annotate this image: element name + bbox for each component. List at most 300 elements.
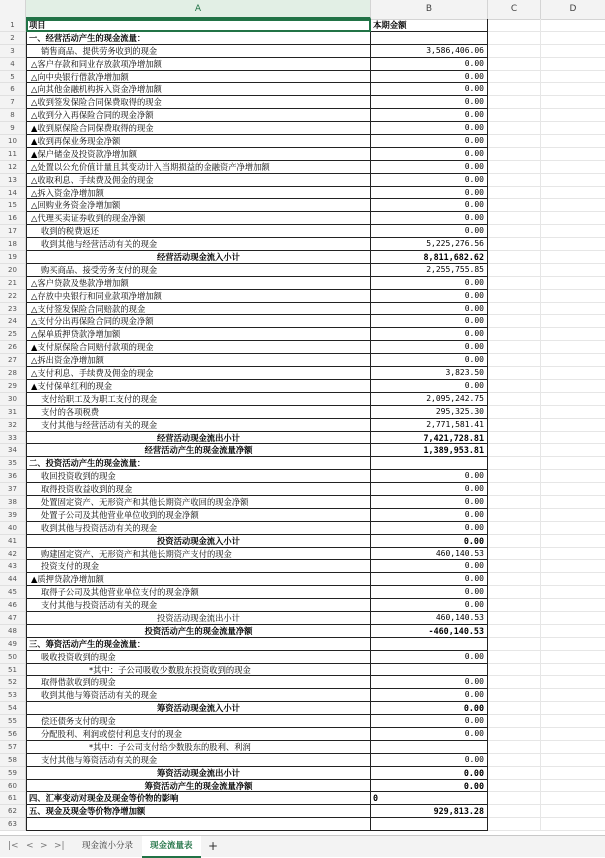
cell-d[interactable]	[541, 728, 605, 741]
cell-c[interactable]	[488, 651, 541, 664]
cell-d[interactable]	[541, 303, 605, 316]
cell-d[interactable]	[541, 625, 605, 638]
row-number[interactable]: 61	[0, 792, 26, 805]
cell-a[interactable]: 筹资活动产生的现金流量净额	[26, 780, 371, 793]
cell-c[interactable]	[488, 689, 541, 702]
cell-a[interactable]: 二、投资活动产生的现金流量：	[26, 457, 371, 470]
cell-a[interactable]: 偿还债务支付的现金	[26, 715, 371, 728]
cell-a[interactable]: 经营活动产生的现金流量净额	[26, 444, 371, 457]
cell-b[interactable]: 0.00	[371, 780, 488, 793]
cell-c[interactable]	[488, 122, 541, 135]
cell-d[interactable]	[541, 496, 605, 509]
cell-b[interactable]: 0.00	[371, 122, 488, 135]
cell-b[interactable]: 0.00	[371, 651, 488, 664]
last-sheet-button[interactable]: >|	[54, 841, 65, 851]
cell-c[interactable]	[488, 818, 541, 831]
row-number[interactable]: 29	[0, 380, 26, 393]
cell-d[interactable]	[541, 341, 605, 354]
cell-c[interactable]	[488, 290, 541, 303]
row-number[interactable]: 24	[0, 315, 26, 328]
cell-a[interactable]: △支付签发保险合同赔款的现金	[26, 303, 371, 316]
row-number[interactable]: 4	[0, 58, 26, 71]
cell-c[interactable]	[488, 715, 541, 728]
row-number[interactable]: 33	[0, 432, 26, 445]
cell-c[interactable]	[488, 560, 541, 573]
cell-d[interactable]	[541, 367, 605, 380]
cell-a[interactable]: 支付其他与经营活动有关的现金	[26, 419, 371, 432]
cell-a[interactable]: △支付利息、手续费及佣金的现金	[26, 367, 371, 380]
cell-c[interactable]	[488, 741, 541, 754]
cell-a[interactable]: 收到其他与筹资活动有关的现金	[26, 689, 371, 702]
column-header-b[interactable]: B	[371, 0, 488, 19]
cell-b[interactable]: 0.00	[371, 483, 488, 496]
cell-b[interactable]	[371, 818, 488, 831]
cell-b[interactable]: 5,225,276.56	[371, 238, 488, 251]
cell-c[interactable]	[488, 277, 541, 290]
cell-c[interactable]	[488, 457, 541, 470]
cell-a[interactable]: 取得子公司及其他营业单位支付的现金净额	[26, 586, 371, 599]
cell-b[interactable]: 0.00	[371, 341, 488, 354]
cell-c[interactable]	[488, 599, 541, 612]
cell-d[interactable]	[541, 535, 605, 548]
cell-d[interactable]	[541, 122, 605, 135]
cell-a[interactable]: 支付其他与投资活动有关的现金	[26, 599, 371, 612]
cell-a[interactable]: △收到分入再保险合同的现金净额	[26, 109, 371, 122]
cell-a[interactable]: 销售商品、提供劳务收到的现金	[26, 45, 371, 58]
cell-c[interactable]	[488, 676, 541, 689]
cell-a[interactable]: 分配股利、利润或偿付利息支付的现金	[26, 728, 371, 741]
row-number[interactable]: 38	[0, 496, 26, 509]
cell-c[interactable]	[488, 225, 541, 238]
cell-b[interactable]: 3,823.50	[371, 367, 488, 380]
row-number[interactable]: 15	[0, 199, 26, 212]
column-header-c[interactable]: C	[488, 0, 541, 19]
cell-b[interactable]: 0.00	[371, 767, 488, 780]
cell-b[interactable]: 0	[371, 792, 488, 805]
cell-b[interactable]: 0.00	[371, 135, 488, 148]
cell-d[interactable]	[541, 277, 605, 290]
cell-b[interactable]: 0.00	[371, 586, 488, 599]
row-number[interactable]: 22	[0, 290, 26, 303]
row-number[interactable]: 25	[0, 328, 26, 341]
row-number[interactable]: 18	[0, 238, 26, 251]
cell-d[interactable]	[541, 444, 605, 457]
cell-b[interactable]: 8,811,682.62	[371, 251, 488, 264]
cell-c[interactable]	[488, 212, 541, 225]
cell-b[interactable]: 0.00	[371, 174, 488, 187]
cell-d[interactable]	[541, 638, 605, 651]
cell-b[interactable]	[371, 638, 488, 651]
cell-b[interactable]: 0.00	[371, 354, 488, 367]
cell-d[interactable]	[541, 161, 605, 174]
row-number[interactable]: 1	[0, 19, 26, 32]
cell-a[interactable]: 经营活动现金流出小计	[26, 432, 371, 445]
cell-d[interactable]	[541, 522, 605, 535]
cell-d[interactable]	[541, 741, 605, 754]
cell-a[interactable]: 处置固定资产、无形资产和其他长期资产收回的现金净额	[26, 496, 371, 509]
cell-d[interactable]	[541, 792, 605, 805]
cell-b[interactable]: 0.00	[371, 58, 488, 71]
cell-d[interactable]	[541, 419, 605, 432]
cell-a[interactable]: 收到其他与经营活动有关的现金	[26, 238, 371, 251]
cell-d[interactable]	[541, 83, 605, 96]
row-number[interactable]: 26	[0, 341, 26, 354]
cell-a[interactable]: ▲质押贷款净增加额	[26, 573, 371, 586]
cell-a[interactable]: △存放中央银行和同业款项净增加额	[26, 290, 371, 303]
cell-a[interactable]: 收到的税费返还	[26, 225, 371, 238]
cell-c[interactable]	[488, 522, 541, 535]
cell-b[interactable]: -460,140.53	[371, 625, 488, 638]
cell-d[interactable]	[541, 45, 605, 58]
cell-b[interactable]: 1,389,953.81	[371, 444, 488, 457]
cell-c[interactable]	[488, 303, 541, 316]
cell-a[interactable]: 购买商品、接受劳务支付的现金	[26, 264, 371, 277]
cell-c[interactable]	[488, 354, 541, 367]
row-number[interactable]: 31	[0, 406, 26, 419]
row-number[interactable]: 7	[0, 96, 26, 109]
row-number[interactable]: 20	[0, 264, 26, 277]
cell-d[interactable]	[541, 702, 605, 715]
cell-d[interactable]	[541, 509, 605, 522]
row-number[interactable]: 63	[0, 818, 26, 831]
next-sheet-button[interactable]: >	[40, 841, 48, 851]
cell-b[interactable]: 2,255,755.85	[371, 264, 488, 277]
cell-b[interactable]: 7,421,728.81	[371, 432, 488, 445]
cell-d[interactable]	[541, 457, 605, 470]
cell-c[interactable]	[488, 432, 541, 445]
cell-d[interactable]	[541, 599, 605, 612]
cell-a[interactable]: 投资活动产生的现金流量净额	[26, 625, 371, 638]
cell-a[interactable]: 收回投资收到的现金	[26, 470, 371, 483]
cell-b[interactable]: 0.00	[371, 496, 488, 509]
cell-d[interactable]	[541, 174, 605, 187]
cell-c[interactable]	[488, 767, 541, 780]
cell-b[interactable]: 2,095,242.75	[371, 393, 488, 406]
row-number[interactable]: 53	[0, 689, 26, 702]
add-sheet-button[interactable]: +	[208, 839, 219, 853]
row-number[interactable]: 3	[0, 45, 26, 58]
cell-b[interactable]: 0.00	[371, 303, 488, 316]
cell-d[interactable]	[541, 470, 605, 483]
cell-d[interactable]	[541, 199, 605, 212]
row-number[interactable]: 47	[0, 612, 26, 625]
row-number[interactable]: 52	[0, 676, 26, 689]
cell-d[interactable]	[541, 225, 605, 238]
cell-a[interactable]: 三、筹资活动产生的现金流量：	[26, 638, 371, 651]
cell-d[interactable]	[541, 483, 605, 496]
row-number[interactable]: 37	[0, 483, 26, 496]
cell-a[interactable]: △收取利息、手续费及佣金的现金	[26, 174, 371, 187]
select-all-corner[interactable]	[0, 0, 26, 19]
cell-b[interactable]: 0.00	[371, 573, 488, 586]
row-number[interactable]: 43	[0, 560, 26, 573]
cell-b[interactable]: 0.00	[371, 212, 488, 225]
cell-b[interactable]: 0.00	[371, 560, 488, 573]
cell-a[interactable]: ▲收到原保险合同保费取得的现金	[26, 122, 371, 135]
row-number[interactable]: 45	[0, 586, 26, 599]
cell-a[interactable]: △支付分出再保险合同的现金净额	[26, 315, 371, 328]
cell-c[interactable]	[488, 251, 541, 264]
cell-b[interactable]: 0.00	[371, 535, 488, 548]
cell-a[interactable]: 一、经营活动产生的现金流量：	[26, 32, 371, 45]
cell-c[interactable]	[488, 174, 541, 187]
cell-a[interactable]: ▲收到再保业务现金净额	[26, 135, 371, 148]
tab-cashflow-statement[interactable]: 现金流量表	[142, 836, 201, 858]
cell-b[interactable]: 0.00	[371, 225, 488, 238]
cell-c[interactable]	[488, 199, 541, 212]
cell-b[interactable]: 0.00	[371, 689, 488, 702]
cell-b[interactable]: 0.00	[371, 315, 488, 328]
cell-c[interactable]	[488, 238, 541, 251]
cell-d[interactable]	[541, 406, 605, 419]
cell-a[interactable]: △处置以公允价值计量且其变动计入当期损益的金融资产净增加额	[26, 161, 371, 174]
row-number[interactable]: 62	[0, 805, 26, 818]
cell-b[interactable]: 0.00	[371, 96, 488, 109]
row-number[interactable]: 50	[0, 651, 26, 664]
cell-b[interactable]: 0.00	[371, 380, 488, 393]
cell-b[interactable]: 0.00	[371, 754, 488, 767]
row-number[interactable]: 32	[0, 419, 26, 432]
cell-c[interactable]	[488, 535, 541, 548]
row-number[interactable]: 49	[0, 638, 26, 651]
cell-a[interactable]: ▲保户储金及投资款净增加额	[26, 148, 371, 161]
row-number[interactable]: 54	[0, 702, 26, 715]
row-number[interactable]: 23	[0, 303, 26, 316]
cell-c[interactable]	[488, 509, 541, 522]
cell-a[interactable]: 支付的各项税费	[26, 406, 371, 419]
cell-b[interactable]: 0.00	[371, 290, 488, 303]
cell-a[interactable]: 购建固定资产、无形资产和其他长期资产支付的现金	[26, 548, 371, 561]
cell-a[interactable]: 收到其他与投资活动有关的现金	[26, 522, 371, 535]
row-number[interactable]: 59	[0, 767, 26, 780]
cell-c[interactable]	[488, 483, 541, 496]
cell-c[interactable]	[488, 625, 541, 638]
cell-b[interactable]: 0.00	[371, 148, 488, 161]
cell-b[interactable]: 0.00	[371, 728, 488, 741]
cell-b[interactable]: 0.00	[371, 522, 488, 535]
row-number[interactable]: 56	[0, 728, 26, 741]
cell-d[interactable]	[541, 767, 605, 780]
cell-d[interactable]	[541, 805, 605, 818]
cell-b[interactable]: 2,771,581.41	[371, 419, 488, 432]
cell-c[interactable]	[488, 315, 541, 328]
cell-d[interactable]	[541, 135, 605, 148]
cell-b[interactable]: 0.00	[371, 71, 488, 84]
cell-c[interactable]	[488, 71, 541, 84]
cell-c[interactable]	[488, 19, 541, 32]
row-number[interactable]: 55	[0, 715, 26, 728]
cell-c[interactable]	[488, 135, 541, 148]
tab-cashflow-entries[interactable]: 现金流小分录	[82, 841, 134, 851]
cell-b[interactable]: 0.00	[371, 199, 488, 212]
row-number[interactable]: 48	[0, 625, 26, 638]
row-number[interactable]: 40	[0, 522, 26, 535]
cell-b[interactable]: 295,325.30	[371, 406, 488, 419]
cell-a[interactable]: 取得投资收益收到的现金	[26, 483, 371, 496]
row-number[interactable]: 8	[0, 109, 26, 122]
cell-b[interactable]: 0.00	[371, 277, 488, 290]
row-number[interactable]: 13	[0, 174, 26, 187]
cell-d[interactable]	[541, 780, 605, 793]
cell-d[interactable]	[541, 573, 605, 586]
cell-a[interactable]	[26, 818, 371, 831]
cell-b[interactable]: 0.00	[371, 470, 488, 483]
cell-c[interactable]	[488, 444, 541, 457]
cell-c[interactable]	[488, 96, 541, 109]
cell-d[interactable]	[541, 96, 605, 109]
row-number[interactable]: 10	[0, 135, 26, 148]
row-number[interactable]: 39	[0, 509, 26, 522]
row-number[interactable]: 17	[0, 225, 26, 238]
cell-a[interactable]: △拆出资金净增加额	[26, 354, 371, 367]
cell-a[interactable]: 投资支付的现金	[26, 560, 371, 573]
row-number[interactable]: 34	[0, 444, 26, 457]
cell-d[interactable]	[541, 432, 605, 445]
row-number[interactable]: 19	[0, 251, 26, 264]
column-header-a[interactable]: A	[26, 0, 371, 19]
row-number[interactable]: 28	[0, 367, 26, 380]
cell-c[interactable]	[488, 341, 541, 354]
prev-sheet-button[interactable]: <	[26, 841, 34, 851]
row-number[interactable]: 44	[0, 573, 26, 586]
cell-c[interactable]	[488, 45, 541, 58]
cell-d[interactable]	[541, 328, 605, 341]
cell-a[interactable]: 取得借款收到的现金	[26, 676, 371, 689]
cell-c[interactable]	[488, 264, 541, 277]
cell-b[interactable]: 929,813.28	[371, 805, 488, 818]
cell-c[interactable]	[488, 548, 541, 561]
cell-c[interactable]	[488, 638, 541, 651]
cell-c[interactable]	[488, 805, 541, 818]
row-number[interactable]: 11	[0, 148, 26, 161]
cell-c[interactable]	[488, 754, 541, 767]
cell-d[interactable]	[541, 71, 605, 84]
cell-d[interactable]	[541, 290, 605, 303]
cell-a[interactable]: △拆入资金净增加额	[26, 187, 371, 200]
cell-c[interactable]	[488, 496, 541, 509]
cell-c[interactable]	[488, 58, 541, 71]
cell-a[interactable]: 吸收投资收到的现金	[26, 651, 371, 664]
cell-d[interactable]	[541, 754, 605, 767]
cell-d[interactable]	[541, 19, 605, 32]
cell-d[interactable]	[541, 148, 605, 161]
row-number[interactable]: 2	[0, 32, 26, 45]
column-header-d[interactable]: D	[569, 4, 577, 14]
cell-b[interactable]: 460,140.53	[371, 612, 488, 625]
cell-d[interactable]	[541, 238, 605, 251]
row-number[interactable]: 12	[0, 161, 26, 174]
cell-c[interactable]	[488, 367, 541, 380]
cell-d[interactable]	[541, 393, 605, 406]
cell-c[interactable]	[488, 728, 541, 741]
cell-a[interactable]: △客户存款和同业存放款项净增加额	[26, 58, 371, 71]
cell-a[interactable]: △客户贷款及垫款净增加额	[26, 277, 371, 290]
cell-c[interactable]	[488, 187, 541, 200]
cell-a[interactable]: 五、现金及现金等价物净增加额	[26, 805, 371, 818]
cell-a[interactable]: △收到签发保险合同保费取得的现金	[26, 96, 371, 109]
cell-b[interactable]: 3,586,406.06	[371, 45, 488, 58]
cell-d[interactable]	[541, 651, 605, 664]
cell-b[interactable]: 0.00	[371, 83, 488, 96]
cell-c[interactable]	[488, 109, 541, 122]
cell-d[interactable]	[541, 251, 605, 264]
cell-a[interactable]: △保单质押贷款净增加额	[26, 328, 371, 341]
row-number[interactable]: 6	[0, 83, 26, 96]
cell-d[interactable]	[541, 109, 605, 122]
row-number[interactable]: 14	[0, 187, 26, 200]
cell-b[interactable]	[371, 664, 488, 677]
row-number[interactable]: 58	[0, 754, 26, 767]
cell-a[interactable]: ▲支付原保险合同赔付款项的现金	[26, 341, 371, 354]
cell-a[interactable]: 筹资活动现金流出小计	[26, 767, 371, 780]
cell-b[interactable]: 0.00	[371, 509, 488, 522]
cell-b[interactable]: 460,140.53	[371, 548, 488, 561]
row-number[interactable]: 5	[0, 71, 26, 84]
cell-a[interactable]: ▲支付保单红利的现金	[26, 380, 371, 393]
cell-b[interactable]: 0.00	[371, 715, 488, 728]
cell-c[interactable]	[488, 780, 541, 793]
cell-a[interactable]: 处置子公司及其他营业单位收到的现金净额	[26, 509, 371, 522]
cell-a[interactable]: 投资活动现金流入小计	[26, 535, 371, 548]
cell-d[interactable]	[541, 58, 605, 71]
cell-c[interactable]	[488, 664, 541, 677]
row-number[interactable]: 36	[0, 470, 26, 483]
cell-a[interactable]: △回购业务资金净增加额	[26, 199, 371, 212]
cell-c[interactable]	[488, 419, 541, 432]
cell-b[interactable]: 0.00	[371, 109, 488, 122]
cell-b[interactable]: 0.00	[371, 599, 488, 612]
cell-b[interactable]	[371, 741, 488, 754]
cell-d[interactable]	[541, 715, 605, 728]
cell-c[interactable]	[488, 32, 541, 45]
cell-c[interactable]	[488, 148, 541, 161]
cell-a[interactable]: 投资活动现金流出小计	[26, 612, 371, 625]
cell-c[interactable]	[488, 161, 541, 174]
cell-d[interactable]	[541, 212, 605, 225]
row-number[interactable]: 35	[0, 457, 26, 470]
cell-a[interactable]: 四、汇率变动对现金及现金等价物的影响	[26, 792, 371, 805]
cell-c[interactable]	[488, 470, 541, 483]
cell-d[interactable]	[541, 664, 605, 677]
cell-b[interactable]: 0.00	[371, 676, 488, 689]
cell-d[interactable]	[541, 315, 605, 328]
cell-a[interactable]: 支付其他与筹资活动有关的现金	[26, 754, 371, 767]
cell-c[interactable]	[488, 586, 541, 599]
first-sheet-button[interactable]: |<	[8, 841, 19, 851]
row-number[interactable]: 27	[0, 354, 26, 367]
cell-a[interactable]: △向其他金融机构拆入资金净增加额	[26, 83, 371, 96]
row-number[interactable]: 42	[0, 548, 26, 561]
cell-d[interactable]	[541, 586, 605, 599]
cell-a[interactable]: 筹资活动现金流入小计	[26, 702, 371, 715]
cell-d[interactable]	[541, 676, 605, 689]
cell-b[interactable]: 0.00	[371, 187, 488, 200]
cell-d[interactable]	[541, 818, 605, 831]
row-number[interactable]: 57	[0, 741, 26, 754]
cell-a[interactable]: 项目	[26, 19, 371, 32]
cell-c[interactable]	[488, 393, 541, 406]
row-number[interactable]: 9	[0, 122, 26, 135]
cell-c[interactable]	[488, 792, 541, 805]
cell-d[interactable]	[541, 548, 605, 561]
row-number[interactable]: 41	[0, 535, 26, 548]
row-number[interactable]: 16	[0, 212, 26, 225]
row-number[interactable]: 30	[0, 393, 26, 406]
cell-c[interactable]	[488, 328, 541, 341]
cell-a[interactable]: 支付给职工及为职工支付的现金	[26, 393, 371, 406]
row-number[interactable]: 60	[0, 780, 26, 793]
cell-b[interactable]	[371, 32, 488, 45]
